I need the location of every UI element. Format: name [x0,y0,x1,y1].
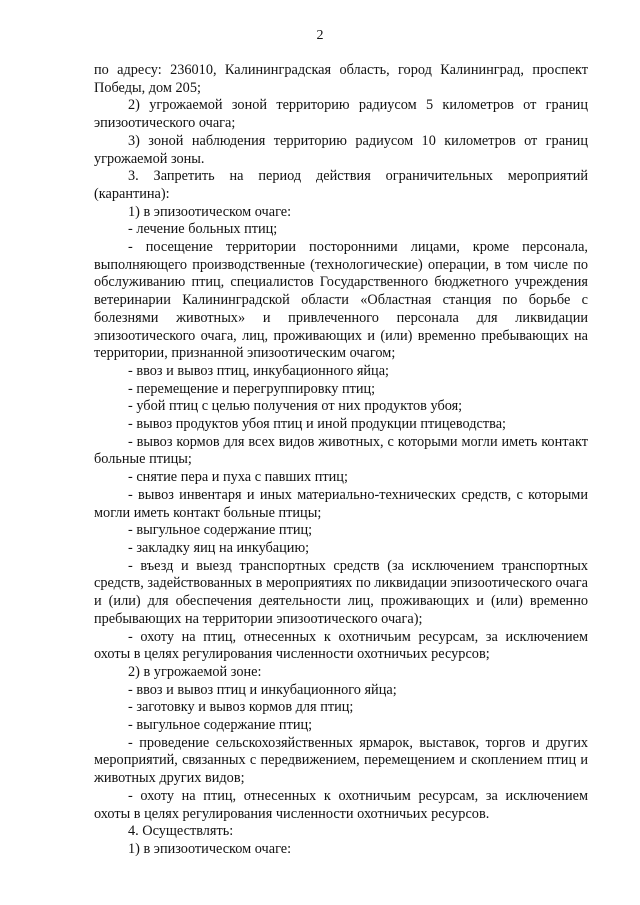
paragraph: - въезд и выезд транспортных средств (за исключением транспортных средств, задействованных в мероприятиях по ликвидации эпизоотического очага и (или) для обеспечения деятельности лиц, проживающих и (или) временно пребывающих на территории эпизоотического очага); [94,557,588,627]
paragraph: - убой птиц с целью получения от них продуктов убоя; [128,398,463,415]
paragraph: - охоту на птиц, отнесенных к охотничьим ресурсам, за исключением охоты в целях регулирования численности охотничьих ресурсов. [94,787,588,822]
paragraph: - ввоз и вывоз птиц и инкубационного яйца; [128,681,397,698]
paragraph: - охоту на птиц, отнесенных к охотничьим ресурсам, за исключением охоты в целях регулирования численности охотничьих ресурсов; [94,628,588,663]
paragraph: 3. Запретить на период действия ограничительных мероприятий (карантина): [94,168,588,202]
paragraph: - ввоз и вывоз птиц, инкубационного яйца; [128,362,390,379]
paragraph: - выгульное содержание птиц; [128,717,313,734]
paragraph: 4. Осуществлять: [128,823,234,840]
paragraph: по адресу: 236010, Калининградская область, город Калининград, проспект Победы, дом 205; [94,62,588,96]
paragraph: 1) в эпизоотическом очаге: [128,840,292,857]
paragraph: - закладку яиц на инкубацию; [128,539,310,556]
paragraph: - перемещение и перегруппировку птиц; [128,380,376,397]
paragraph: - выгульное содержание птиц; [128,522,313,539]
paragraph: - лечение больных птиц; [128,221,278,238]
paragraph: - снятие пера и пуха с павших птиц; [128,469,348,486]
paragraph: 2) в угрожаемой зоне: [128,663,262,680]
paragraph: - проведение сельскохозяйственных ярмарок, выставок, торгов и других мероприятий, связанных с передвижением, перемещением и скоплением птиц и животных других видов; [94,734,588,787]
paragraph: 1) в эпизоотическом очаге: [128,203,292,220]
paragraph: 3) зоной наблюдения территорию радиусом 10 километров от границ угрожаемой зоны. [94,132,588,167]
paragraph: - посещение территории посторонними лицами, кроме персонала, выполняющего производственные (технологические) операции, в том числе по обслуживанию птиц, специалистов Государственного бюджетного учреждения ветеринарии Калининградской области «Областная станция по борьбе с болезнями животных» и привлеченного персонала для ликвидации эпизоотического очага, лиц, проживающих и (или) временно пребывающих на территории, признанной эпизоотическим очагом; [94,239,588,362]
paragraph: - вывоз инвентаря и иных материально-технических средств, с которыми могли иметь контакт больные птицы; [94,486,588,521]
paragraph: 2) угрожаемой зоной территорию радиусом 5 километров от границ эпизоотического очага; [94,97,588,132]
paragraph: - заготовку и вывоз кормов для птиц; [128,699,354,716]
paragraph: - вывоз кормов для всех видов животных, с которыми могли иметь контакт больные птицы; [94,433,588,468]
paragraph: - вывоз продуктов убоя птиц и иной продукции птицеводства; [128,416,507,433]
page-number: 2 [316,28,324,43]
document-body [94,62,588,859]
